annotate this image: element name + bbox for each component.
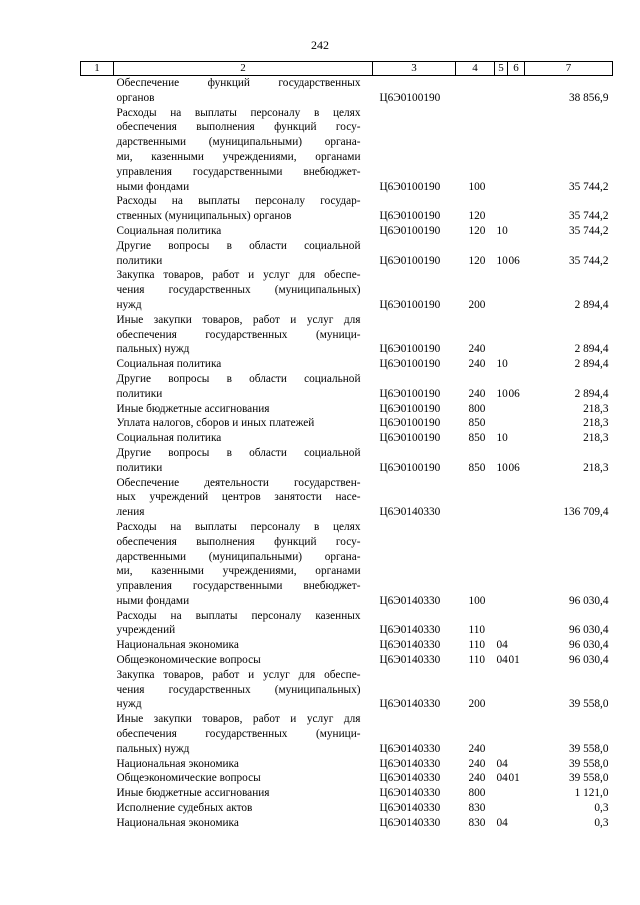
row-expense-type: 120 <box>468 224 486 237</box>
row-index-cell <box>81 771 114 786</box>
row-expense-type: 850 <box>468 417 486 430</box>
row-amount: 2 894,4 <box>574 387 609 400</box>
row-section: 10 <box>496 254 508 267</box>
row-index-cell <box>81 476 114 520</box>
row-subsection <box>508 816 525 831</box>
row-subsection <box>508 357 525 372</box>
row-name-line: Расходы на выплаты персоналу в целях <box>116 520 361 533</box>
row-name-line: обеспечения выполнения функций госу- <box>116 535 361 548</box>
row-name-line: Иные бюджетные ассигнования <box>116 787 270 800</box>
row-expense-type: 240 <box>468 343 486 356</box>
row-section: 04 <box>496 772 508 785</box>
row-amount: 218,3 <box>583 461 609 474</box>
row-subsection: 06 <box>508 254 520 267</box>
row-code: Ц6Э0140330 <box>379 698 441 711</box>
row-name-line: обеспечения выполнения функций госу- <box>116 121 361 134</box>
row-subsection <box>508 402 525 417</box>
table-row <box>81 268 613 312</box>
table-row <box>81 431 613 446</box>
row-subsection: 06 <box>508 461 520 474</box>
row-code: Ц6Э0140330 <box>379 639 441 652</box>
row-name <box>114 402 373 417</box>
header-col-5: 5 <box>495 62 508 76</box>
row-subsection <box>508 476 525 520</box>
header-col-2: 2 <box>114 62 373 76</box>
row-section <box>495 476 508 520</box>
row-subsection <box>508 431 525 446</box>
row-section <box>495 609 508 639</box>
row-amount: 39 558,0 <box>568 772 609 785</box>
table-row <box>81 224 613 239</box>
row-amount: 218,3 <box>583 402 609 415</box>
table-header <box>81 62 613 76</box>
row-index-cell <box>81 786 114 801</box>
row-name <box>114 757 373 772</box>
row-section: 04 <box>496 654 508 667</box>
budget-table <box>80 61 613 831</box>
row-section <box>495 106 508 195</box>
table-row <box>81 476 613 520</box>
row-name-line: Закупка товаров, работ и услуг для обеспе- <box>116 668 361 681</box>
row-name-line: Расходы на выплаты персоналу казенных <box>116 609 361 622</box>
row-name-line: дарственными (муниципальными) органа- <box>116 136 361 149</box>
row-amount: 35 744,2 <box>568 210 609 223</box>
row-name <box>114 609 373 639</box>
row-name <box>114 801 373 816</box>
table-row <box>81 446 613 476</box>
table-row <box>81 786 613 801</box>
row-subsection <box>508 224 525 239</box>
row-code: Ц6Э0140330 <box>379 506 441 519</box>
row-code: Ц6Э0100190 <box>379 402 441 415</box>
row-code: Ц6Э0100190 <box>379 358 441 371</box>
row-subsection <box>508 106 525 195</box>
row-amount: 96 030,4 <box>568 654 609 667</box>
row-name-line: Обеспечение деятельности государствен- <box>116 476 361 489</box>
row-index-cell <box>81 239 114 269</box>
row-name-line: Общеэкономические вопросы <box>116 772 261 785</box>
row-index-cell <box>81 402 114 417</box>
table-row <box>81 357 613 372</box>
row-name-line: органов <box>116 91 155 104</box>
row-subsection <box>508 786 525 801</box>
row-expense-type: 850 <box>468 432 486 445</box>
row-expense-type: 850 <box>468 461 486 474</box>
row-code: Ц6Э0140330 <box>379 816 441 829</box>
row-index-cell <box>81 431 114 446</box>
row-index-cell <box>81 357 114 372</box>
row-name <box>114 476 373 520</box>
row-amount: 96 030,4 <box>568 639 609 652</box>
row-name <box>114 239 373 269</box>
row-index-cell <box>81 76 114 106</box>
table-row <box>81 313 613 357</box>
row-name-line: Социальная политика <box>116 224 222 237</box>
row-index-cell <box>81 609 114 639</box>
row-code: Ц6Э0140330 <box>379 654 441 667</box>
row-index-cell <box>81 224 114 239</box>
row-expense-type: 110 <box>468 639 486 652</box>
row-subsection <box>508 194 525 224</box>
row-subsection <box>508 712 525 756</box>
row-expense-type: 800 <box>468 787 486 800</box>
row-amount: 1 121,0 <box>574 787 609 800</box>
table-row <box>81 816 613 831</box>
row-expense-type: 100 <box>468 594 486 607</box>
row-section <box>495 76 508 106</box>
row-expense-type: 120 <box>468 254 486 267</box>
table-row <box>81 194 613 224</box>
row-code: Ц6Э0100190 <box>379 210 441 223</box>
row-name-line: Другие вопросы в области социальной <box>116 446 361 459</box>
header-col-6: 6 <box>508 62 525 76</box>
row-subsection: 01 <box>508 772 520 785</box>
row-index-cell <box>81 757 114 772</box>
row-name <box>114 357 373 372</box>
row-index-cell <box>81 638 114 653</box>
row-code: Ц6Э0100190 <box>379 387 441 400</box>
row-name-line: управления государственными внебюджет- <box>116 165 361 178</box>
row-amount: 0,3 <box>594 816 609 829</box>
table-row <box>81 668 613 712</box>
row-subsection <box>508 638 525 653</box>
row-amount: 39 558,0 <box>568 698 609 711</box>
row-section <box>495 712 508 756</box>
table-row <box>81 801 613 816</box>
table-row <box>81 653 613 668</box>
row-amount: 0,3 <box>594 802 609 815</box>
row-section: 10 <box>496 387 508 400</box>
row-section: 04 <box>496 639 508 652</box>
row-code: Ц6Э0100190 <box>379 461 441 474</box>
header-col-7: 7 <box>525 62 613 76</box>
row-name <box>114 268 373 312</box>
row-name-line: Обеспечение функций государственных <box>116 77 361 89</box>
row-subsection <box>508 416 525 431</box>
row-name <box>114 712 373 756</box>
row-expense-type: 800 <box>468 402 486 415</box>
row-index-cell <box>81 520 114 609</box>
row-expense-type: 240 <box>468 387 486 400</box>
row-section <box>495 416 508 431</box>
header-col-1: 1 <box>81 62 114 76</box>
row-name-line: обеспечения государственных (муници- <box>116 728 361 741</box>
row-name-line: Национальная экономика <box>116 757 239 770</box>
row-code: Ц6Э0100190 <box>379 432 441 445</box>
row-expense-type: 240 <box>468 757 486 770</box>
row-name-line: Иные закупки товаров, работ и услуг для <box>116 313 361 326</box>
table-body <box>81 76 613 831</box>
row-subsection: 06 <box>508 387 520 400</box>
row-index-cell <box>81 801 114 816</box>
row-name-line: управления государственными внебюджет- <box>116 580 361 593</box>
row-amount: 136 709,4 <box>563 506 609 519</box>
row-name <box>114 786 373 801</box>
row-name-line: чения государственных (муниципальных) <box>116 284 361 297</box>
row-name <box>114 224 373 239</box>
row-subsection: 01 <box>508 654 520 667</box>
row-index-cell <box>81 416 114 431</box>
table-row <box>81 402 613 417</box>
row-name-line: чения государственных (муниципальных) <box>116 683 361 696</box>
row-code: Ц6Э0140330 <box>379 787 441 800</box>
row-index-cell <box>81 372 114 402</box>
row-index-cell <box>81 653 114 668</box>
row-index-cell <box>81 712 114 756</box>
row-amount: 39 558,0 <box>568 757 609 770</box>
table-row <box>81 771 613 786</box>
row-expense-type: 110 <box>468 624 486 637</box>
row-index-cell <box>81 268 114 312</box>
row-name <box>114 416 373 431</box>
row-section <box>495 520 508 609</box>
row-section: 10 <box>496 432 508 445</box>
row-code: Ц6Э0140330 <box>379 594 441 607</box>
row-name-line: Общеэкономические вопросы <box>116 654 261 667</box>
row-amount: 35 744,2 <box>568 254 609 267</box>
row-name-line: Уплата налогов, сборов и иных платежей <box>116 417 315 430</box>
row-subsection <box>508 757 525 772</box>
row-index-cell <box>81 106 114 195</box>
row-name <box>114 372 373 402</box>
row-name <box>114 313 373 357</box>
table-row <box>81 106 613 195</box>
row-name <box>114 431 373 446</box>
row-name <box>114 194 373 224</box>
row-section: 04 <box>496 757 508 770</box>
table-row <box>81 638 613 653</box>
row-section <box>495 268 508 312</box>
row-name-line: Социальная политика <box>116 358 222 371</box>
row-code: Ц6Э0140330 <box>379 742 441 755</box>
row-amount: 96 030,4 <box>568 624 609 637</box>
row-name-line: политики <box>116 387 163 400</box>
header-col-3: 3 <box>373 62 456 76</box>
row-section <box>495 668 508 712</box>
table-row <box>81 239 613 269</box>
row-name-line: дарственными (муниципальными) органа- <box>116 550 361 563</box>
table-row <box>81 416 613 431</box>
row-index-cell <box>81 668 114 712</box>
row-expense-type: 110 <box>468 654 486 667</box>
table-row <box>81 712 613 756</box>
row-expense-type: 240 <box>468 358 486 371</box>
row-name-line: ми, казенными учреждениями, органами <box>116 150 361 163</box>
row-expense-type: 240 <box>468 772 486 785</box>
row-code: Ц6Э0100190 <box>379 298 441 311</box>
row-name-line: политики <box>116 461 163 474</box>
row-name-line: пальных) нужд <box>116 742 190 755</box>
row-section: 04 <box>496 816 508 829</box>
row-amount: 218,3 <box>583 417 609 430</box>
row-amount: 35 744,2 <box>568 180 609 193</box>
row-amount: 2 894,4 <box>574 343 609 356</box>
row-name <box>114 638 373 653</box>
row-code: Ц6Э0100190 <box>379 254 441 267</box>
row-name <box>114 446 373 476</box>
row-name-line: учреждений <box>116 624 176 637</box>
row-name-line: Иные бюджетные ассигнования <box>116 402 270 415</box>
row-subsection <box>508 520 525 609</box>
row-index-cell <box>81 313 114 357</box>
row-name-line: ственных (муниципальных) органов <box>116 210 292 223</box>
table-row <box>81 609 613 639</box>
row-section <box>495 313 508 357</box>
row-name <box>114 106 373 195</box>
row-name-line: обеспечения государственных (муници- <box>116 328 361 341</box>
table-row <box>81 757 613 772</box>
row-code: Ц6Э0140330 <box>379 772 441 785</box>
row-expense-type: 120 <box>468 210 486 223</box>
row-name-line: Закупка товаров, работ и услуг для обеспе- <box>116 269 361 282</box>
row-name-line: пальных) нужд <box>116 343 190 356</box>
row-section <box>495 194 508 224</box>
row-name-line: ными фондами <box>116 594 190 607</box>
table-row <box>81 520 613 609</box>
row-name-line: Расходы на выплаты персоналу государ- <box>116 195 361 208</box>
row-expense-type: 200 <box>468 698 486 711</box>
row-subsection <box>508 268 525 312</box>
row-expense-type: 830 <box>468 802 486 815</box>
row-name-line: политики <box>116 254 163 267</box>
row-code: Ц6Э0100190 <box>379 224 441 237</box>
row-code: Ц6Э0100190 <box>379 91 441 104</box>
row-name-line: ных учреждений центров занятости насе- <box>116 491 361 504</box>
row-expense-type <box>456 476 495 520</box>
row-name-line: Иные закупки товаров, работ и услуг для <box>116 713 361 726</box>
row-expense-type <box>456 76 495 106</box>
row-name-line: ными фондами <box>116 180 190 193</box>
row-section: 10 <box>496 224 508 237</box>
row-code: Ц6Э0100190 <box>379 417 441 430</box>
row-expense-type: 830 <box>468 816 486 829</box>
row-name-line: Социальная политика <box>116 432 222 445</box>
table-row <box>81 372 613 402</box>
row-section <box>495 786 508 801</box>
row-name-line: Национальная экономика <box>116 816 239 829</box>
row-code: Ц6Э0140330 <box>379 802 441 815</box>
row-name-line: Другие вопросы в области социальной <box>116 239 361 252</box>
row-name-line: Другие вопросы в области социальной <box>116 372 361 385</box>
row-amount: 35 744,2 <box>568 224 609 237</box>
row-amount: 38 856,9 <box>568 91 609 104</box>
row-index-cell <box>81 816 114 831</box>
row-name-line: Расходы на выплаты персоналу в целях <box>116 106 361 119</box>
row-name <box>114 520 373 609</box>
row-code: Ц6Э0100190 <box>379 180 441 193</box>
row-amount: 2 894,4 <box>574 298 609 311</box>
row-name-line: ления <box>116 506 145 519</box>
row-name <box>114 668 373 712</box>
table-row <box>81 76 613 106</box>
row-index-cell <box>81 446 114 476</box>
row-name-line: ми, казенными учреждениями, органами <box>116 565 361 578</box>
row-name-line: нужд <box>116 698 142 711</box>
row-section <box>495 402 508 417</box>
row-name <box>114 771 373 786</box>
row-name-line: Национальная экономика <box>116 639 239 652</box>
row-code: Ц6Э0100190 <box>379 343 441 356</box>
row-name-line: Исполнение судебных актов <box>116 802 253 815</box>
row-name <box>114 76 373 106</box>
row-expense-type: 200 <box>468 298 486 311</box>
row-subsection <box>508 313 525 357</box>
header-col-4: 4 <box>456 62 495 76</box>
row-subsection <box>508 801 525 816</box>
row-amount: 39 558,0 <box>568 742 609 755</box>
row-name-line: нужд <box>116 298 142 311</box>
row-section: 10 <box>496 461 508 474</box>
row-amount: 96 030,4 <box>568 594 609 607</box>
row-section <box>495 801 508 816</box>
row-index-cell <box>81 194 114 224</box>
row-subsection <box>508 609 525 639</box>
page-number: 242 <box>311 38 329 52</box>
row-code: Ц6Э0140330 <box>379 757 441 770</box>
row-code: Ц6Э0140330 <box>379 624 441 637</box>
row-subsection <box>508 76 525 106</box>
row-name <box>114 653 373 668</box>
row-amount: 218,3 <box>583 432 609 445</box>
row-subsection <box>508 668 525 712</box>
row-amount: 2 894,4 <box>574 358 609 371</box>
row-section: 10 <box>496 358 508 371</box>
row-name <box>114 816 373 831</box>
row-expense-type: 100 <box>468 180 486 193</box>
row-expense-type: 240 <box>468 742 486 755</box>
